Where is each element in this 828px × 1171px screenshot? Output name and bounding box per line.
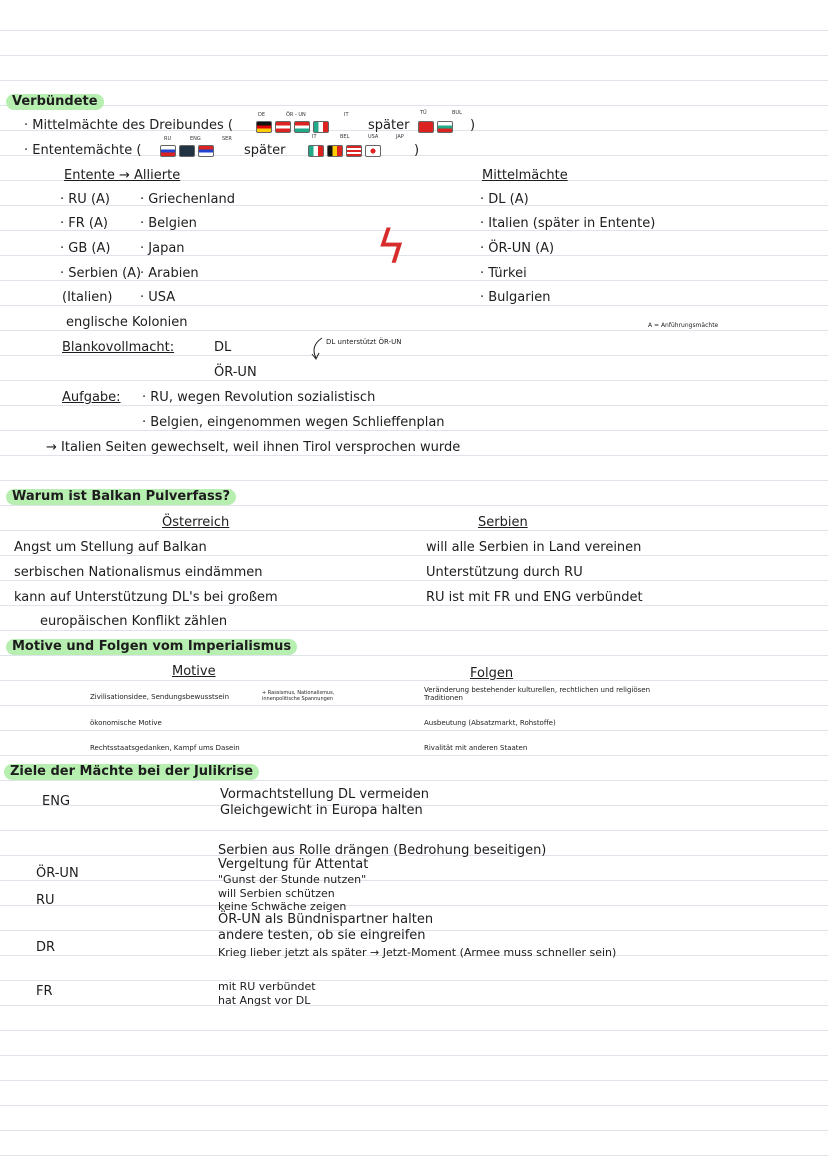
label-ru: RU (164, 136, 172, 142)
serbien-point-1: will alle Serbien in Land vereinen (426, 540, 642, 555)
mittel-item-5: · Bulgarien (480, 290, 551, 305)
footnote: A = Anführungsmächte (648, 322, 719, 329)
mittel-later-word: später (368, 118, 410, 133)
blanko-oerun: ÖR-UN (214, 365, 257, 380)
mittelmaechte-flags (256, 121, 329, 133)
country-fr: FR (36, 984, 53, 999)
oerun-3: "Gunst der Stunde nutzen" (218, 873, 367, 886)
entente-item-4: · Serbien (A) (60, 266, 142, 281)
blanko-arrow-icon (308, 336, 326, 362)
heading-julikrise: Ziele der Mächte bei der Julikrise (4, 764, 259, 780)
country-eng: ENG (42, 794, 71, 809)
mittel-item-3: · ÖR-UN (A) (480, 241, 555, 256)
allierte-item-4: · Arabien (140, 266, 199, 281)
aufgabe-1: · RU, wegen Revolution sozialistisch (142, 390, 376, 405)
label-usa: USA (368, 134, 379, 140)
germany-flag-icon (256, 121, 272, 133)
motive-3: Rechtsstaatsgedanken, Kampf ums Dasein (90, 744, 240, 752)
entente-later-word: später (244, 143, 286, 158)
label-ser: SER (222, 136, 232, 142)
entente-later-flags (308, 145, 381, 157)
entente-close-paren: ) (414, 143, 420, 158)
label-oerun: ÖR - UN (286, 112, 306, 118)
oesterreich-point-3: kann auf Unterstützung DL's bei großem (14, 590, 278, 605)
folgen-3: Ausbeutung (Absatzmarkt, Rohstoffe) (424, 719, 556, 727)
label-tue: TÜ (420, 110, 427, 116)
blanko-dl: DL (214, 340, 232, 355)
label-bul: BUL (452, 110, 462, 116)
fr-2: hat Angst vor DL (218, 994, 311, 1007)
blanko-label: Blankovollmacht: (62, 340, 175, 355)
mittel-title: Mittelmächte (482, 168, 568, 183)
allierte-item-3: · Japan (140, 241, 185, 256)
eng-1: Vormachtstellung DL vermeiden (220, 787, 429, 802)
motive-1: Zivilisationsidee, Sendungsbewusstsein (90, 693, 230, 701)
entente-item-3: · GB (A) (60, 241, 111, 256)
oerun-1: Serbien aus Rolle drängen (Bedrohung beseitigen) (218, 843, 547, 858)
fr-1: mit RU verbündet (218, 980, 316, 993)
lightning-icon: ϟ (376, 220, 407, 274)
entente-item-2: · FR (A) (60, 216, 108, 231)
italien-note: → Italien Seiten gewechselt, weil ihnen Tirol versprochen wurde (46, 440, 461, 455)
dr-3: Krieg lieber jetzt als später → Jetzt-Moment (Armee muss schneller sein) (218, 946, 617, 959)
ru-2: keine Schwäche zeigen (218, 900, 347, 913)
mittel-item-1: · DL (A) (480, 192, 529, 207)
dr-2: andere testen, ob sie eingreifen (218, 928, 426, 943)
serbien-point-3: RU ist mit FR und ENG verbündet (426, 590, 643, 605)
bulgaria-flag-icon (437, 121, 453, 133)
ru-1: will Serbien schützen (218, 887, 335, 900)
label-bel: BEL (340, 134, 350, 140)
heading-imperialismus: Motive und Folgen vom Imperialismus (6, 639, 297, 655)
serbien-point-2: Unterstützung durch RU (426, 565, 583, 580)
oesterreich-point-1: Angst um Stellung auf Balkan (14, 540, 207, 555)
austria-flag-icon (275, 121, 291, 133)
serbien-title: Serbien (478, 515, 528, 530)
allierte-item-1: · Griechenland (140, 192, 235, 207)
mittel-item-4: · Türkei (480, 266, 527, 281)
heading-balkan: Warum ist Balkan Pulverfass? (6, 489, 236, 505)
folgen-1: Veränderung bestehender kulturellen, rechtlichen und religiösen (424, 686, 651, 694)
hungary-flag-icon (294, 121, 310, 133)
blanko-note: DL unterstützt ÖR-UN (326, 338, 402, 346)
kolonien: englische Kolonien (66, 315, 188, 330)
aufgabe-2: · Belgien, eingenommen wegen Schlieffenplan (142, 415, 445, 430)
belgium-flag-icon (327, 145, 343, 157)
country-oerun: ÖR-UN (36, 866, 79, 881)
entente-line: · Ententemächte ( (24, 143, 142, 158)
italy-flag-icon (313, 121, 329, 133)
oerun-2: Vergeltung für Attentat (218, 857, 369, 872)
uk-flag-icon (179, 145, 195, 157)
motive-title: Motive (172, 664, 216, 679)
mittel-later-flags (418, 121, 453, 133)
turkey-flag-icon (418, 121, 434, 133)
label-it: IT (344, 112, 349, 118)
allierte-item-5: · USA (140, 290, 176, 305)
mittel-item-2: · Italien (später in Entente) (480, 216, 656, 231)
label-de: DE (258, 112, 266, 118)
label-jap: JAP (396, 134, 404, 140)
entente-title: Entente → Allierte (64, 168, 181, 183)
oesterreich-title: Österreich (162, 515, 230, 530)
japan-flag-icon (365, 145, 381, 157)
label-eng: ENG (190, 136, 201, 142)
mittel-close-paren: ) (470, 118, 476, 133)
entente-flags (160, 145, 214, 157)
serbia-flag-icon (198, 145, 214, 157)
folgen-2: Traditionen (424, 694, 463, 702)
aufgabe-label: Aufgabe: (62, 390, 121, 405)
folgen-4: Rivalität mit anderen Staaten (424, 744, 528, 752)
motive-2: ökonomische Motive (90, 719, 162, 727)
allierte-item-2: · Belgien (140, 216, 197, 231)
folgen-title: Folgen (470, 666, 514, 681)
country-ru: RU (36, 893, 55, 908)
heading-verbuendete: Verbündete (6, 94, 104, 110)
motive-note: + Rassismus, Nationalismus, innenpolitische Spannungen (262, 690, 335, 702)
usa-flag-icon (346, 145, 362, 157)
entente-item-5: (Italien) (62, 290, 113, 305)
eng-2: Gleichgewicht in Europa halten (220, 803, 423, 818)
mittelmaechte-line: · Mittelmächte des Dreibundes ( (24, 118, 233, 133)
oesterreich-point-4: europäischen Konflikt zählen (40, 614, 228, 629)
oesterreich-point-2: serbischen Nationalismus eindämmen (14, 565, 263, 580)
italy-flag-icon-2 (308, 145, 324, 157)
label-it2: IT (312, 134, 317, 140)
entente-item-1: · RU (A) (60, 192, 110, 207)
russia-flag-icon (160, 145, 176, 157)
country-dr: DR (36, 940, 56, 955)
dr-1: ÖR-UN als Bündnispartner halten (218, 912, 434, 927)
